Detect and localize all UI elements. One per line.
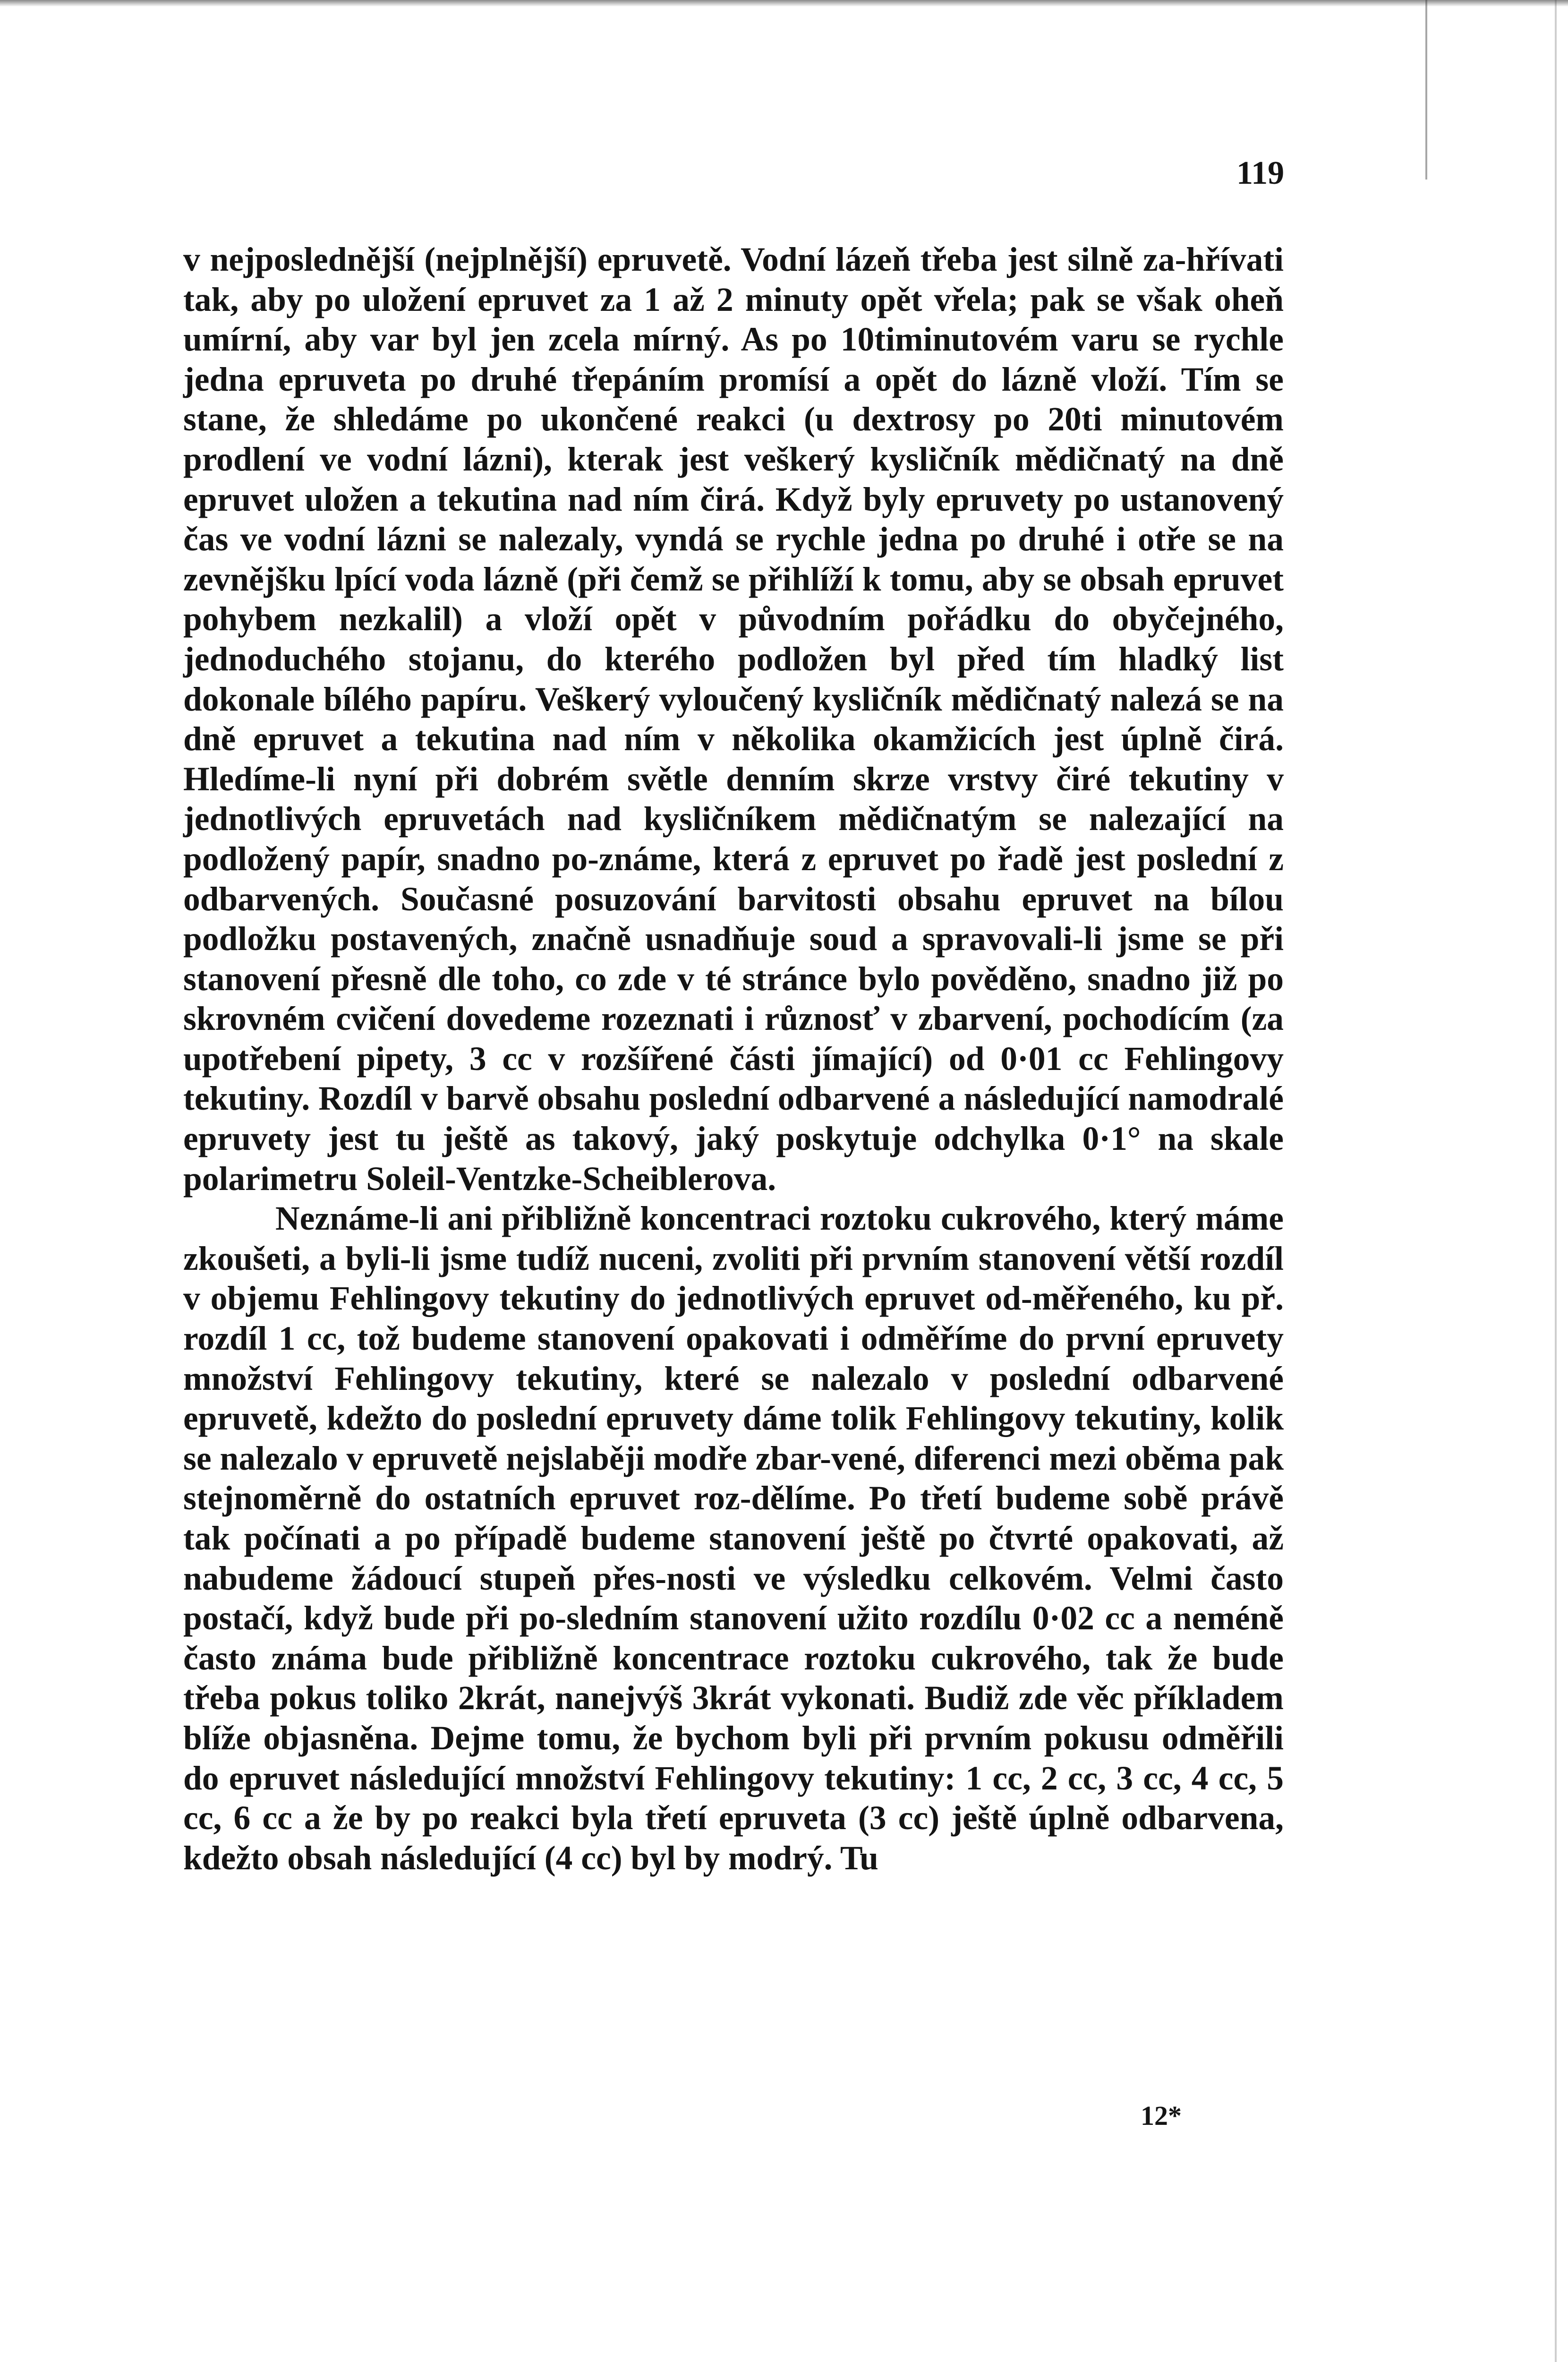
signature-mark: 12*: [1141, 2100, 1182, 2131]
scan-top-edge: [0, 0, 1568, 7]
body-text: [183, 240, 1284, 1878]
page-number: 119: [1236, 155, 1285, 191]
scan-right-edge: [1555, 0, 1557, 2362]
scan-edge-mark: [1425, 0, 1427, 180]
paragraph: Neznáme-li ani přibližně koncentraci roztoku cukrového, který máme zkoušeti, a byli-li jsme tudíž nuceni, zvoliti při prvním stanovení větší rozdíl v objemu Fehlingovy tekutiny do jednotlivých epruvet od-měřeného, ku př. rozdíl 1 cc, tož budeme stanovení opakovati i odměříme do první epruvety množství Fehlingovy tekutiny, které se nalezalo v poslední odbarvené epruvetě, kdežto do poslední epruvety dáme tolik Fehlingovy tekutiny, kolik se nalezalo v epruvetě nejslaběji modře zbar-vené, diferenci mezi oběma pak stejnoměrně do ostatních epruvet roz-dělíme. Po třetí budeme sobě právě tak počínati a po případě budeme stanovení ještě po čtvrté opakovati, až nabudeme žádoucí stupeň přes-nosti ve výsledku celkovém. Velmi často postačí, když bude při po-sledním stanovení užito rozdílu 0·02 cc a neméně často známa bude přibližně koncentrace roztoku cukrového, tak že bude třeba pokus toliko 2krát, nanejvýš 3krát vykonati. Budiž zde věc příkladem blíže objasněna. Dejme tomu, že bychom byli při prvním pokusu odměřili do epruvet následující množství Fehlingovy tekutiny: 1 cc, 2 cc, 3 cc, 4 cc, 5 cc, 6 cc a že by po reakci byla třetí epruveta (3 cc) ještě úplně odbarvena, kdežto obsah následující (4 cc) byl by modrý. Tu: [183, 1200, 1284, 1877]
paragraph-continued: v nejposlednější (nejplnější) epruvetě. Vodní lázeň třeba jest silně za-hřívati tak, aby po uložení epruvet za 1 až 2 minuty opět vřela; pak se však oheň umírní, aby var byl jen zcela mírný. As po 10timinutovém varu se rychle jedna epruveta po druhé třepáním promísí a opět do lázně vloží. Tím se stane, že shledáme po ukončené reakci (u dextrosy po 20ti minutovém prodlení ve vodní lázni), kterak jest veškerý kysličník mědičnatý na dně epruvet uložen a tekutina nad ním čirá. Když byly epruvety po ustanovený čas ve vodní lázni se nalezaly, vyndá se rychle jedna po druhé i otře se na zevnějšku lpící voda lázně (při čemž se přihlíží k tomu, aby se obsah epruvet pohybem nezkalil) a vloží opět v původním pořádku do obyčejného, jednoduchého stojanu, do kterého podložen byl před tím hladký list dokonale bílého papíru. Veškerý vyloučený kysličník mědičnatý nalezá se na dně epruvet a tekutina nad ním v několika okamžicích jest úplně čirá. Hledíme-li nyní při dobrém světle denním skrze vrstvy čiré tekutiny v jednotlivých epruvetách nad kysličníkem mědičnatým se nalezající na podložený papír, snadno po-známe, která z epruvet po řadě jest poslední z odbarvených. Současné posuzování barvitosti obsahu epruvet na bílou podložku postavených, značně usnadňuje soud a spravovali-li jsme se při stanovení přesně dle toho, co zde v té stránce bylo pověděno, snadno již po skrovném cvičení dovedeme rozeznati i různosť v zbarvení, pochodícím (za upotřebení pipety, 3 cc v rozšířené části jímající) od 0·01 cc Fehlingovy tekutiny. Rozdíl v barvě obsahu poslední odbarvené a následující namodralé epruvety jest tu ještě as takový, jaký poskytuje odchylka 0·1° na skale polarimetru Soleil-Ventzke-Scheiblerova.: [183, 241, 1284, 1198]
